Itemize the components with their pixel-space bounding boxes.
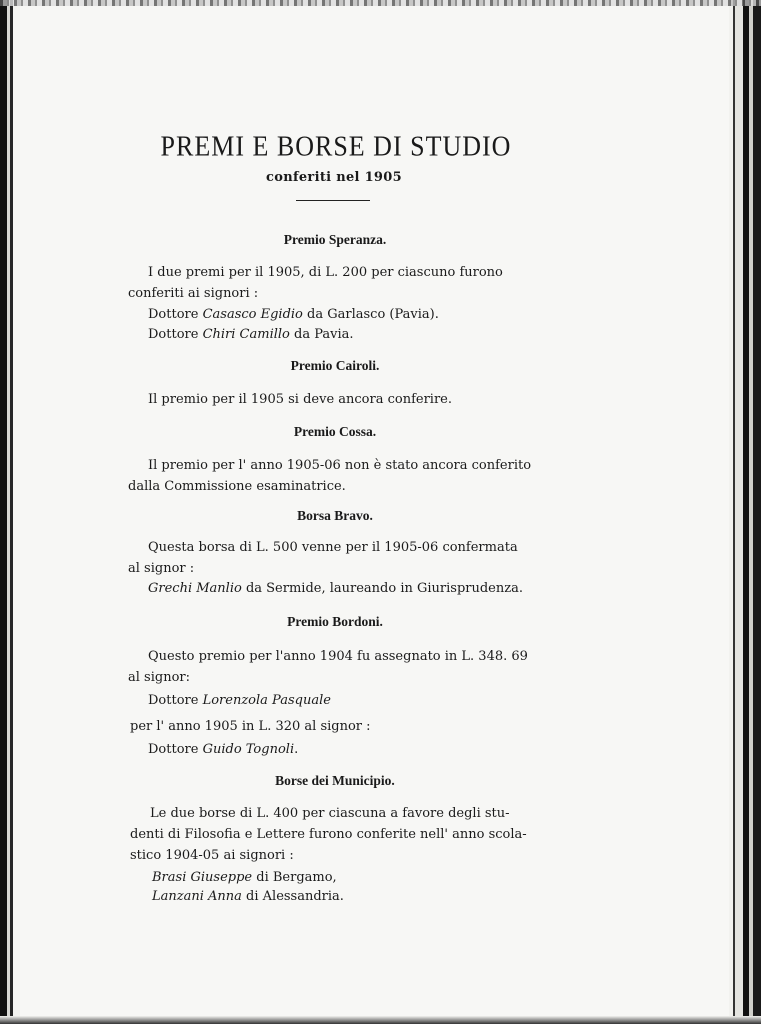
paragraph-line: denti di Filosofia e Lettere furono conferite nell' anno scola- — [130, 827, 527, 842]
page-subtitle: conferiti nel 1905 — [266, 170, 402, 185]
recipient-prefix: Dottore — [148, 307, 203, 322]
recipient-line — [148, 581, 523, 596]
paragraph-line: Il premio per l' anno 1905-06 non è stato ancora conferito — [148, 458, 532, 473]
paragraph-line: Il premio per il 1905 si deve ancora conferire. — [148, 392, 452, 407]
recipient-prefix: Dottore — [148, 742, 203, 757]
paragraph-line: al signor: — [128, 670, 190, 685]
recipient-origin: da Sermide, laureando in Giurisprudenza. — [241, 581, 523, 596]
recipient-name: Guido Tognoli — [202, 742, 295, 757]
recipient-line — [148, 327, 354, 342]
paragraph-line: Le due borse di L. 400 per ciascuna a favore degli stu- — [150, 806, 510, 821]
section-heading-municipio: Borse dei Municipio. — [275, 773, 395, 788]
recipient-name: Casasco Egidio — [202, 307, 303, 322]
page-title: PREMI E BORSE DI STUDIO — [160, 130, 512, 163]
recipient-origin: da Pavia. — [289, 327, 354, 342]
recipient-prefix: Dottore — [148, 327, 203, 342]
paragraph-line: Questo premio per l'anno 1904 fu assegnato in L. 348. 69 — [148, 649, 528, 664]
recipient-line — [152, 889, 344, 904]
paragraph-line: stico 1904-05 ai signori : — [130, 848, 294, 863]
section-heading-cairoli: Premio Cairoli. — [290, 358, 380, 373]
recipient-line — [148, 307, 439, 322]
recipient-prefix: Dottore — [148, 693, 203, 708]
paragraph-line: per l' anno 1905 in L. 320 al signor : — [130, 719, 371, 734]
paragraph-line: conferiti ai signori : — [128, 286, 259, 301]
paragraph-line: al signor : — [128, 561, 195, 576]
recipient-name: Brasi Giuseppe — [152, 870, 253, 885]
recipient-line — [148, 693, 331, 708]
section-heading-bordoni: Premio Bordoni. — [287, 614, 383, 629]
recipient-origin: da Garlasco (Pavia). — [302, 307, 439, 322]
recipient-origin: di Alessandria. — [241, 889, 344, 904]
recipient-name: Lanzani Anna — [152, 889, 242, 904]
paragraph-line: I due premi per il 1905, di L. 200 per ciascuno furono — [148, 265, 503, 280]
recipient-origin: di Bergamo, — [252, 870, 337, 885]
recipient-name: Lorenzola Pasquale — [202, 693, 331, 708]
recipient-line — [152, 870, 337, 885]
section-heading-speranza: Premio Speranza. — [283, 232, 387, 247]
section-heading-bravo: Borsa Bravo. — [297, 508, 373, 523]
recipient-name: Grechi Manlio — [148, 581, 242, 596]
recipient-origin: . — [294, 742, 299, 757]
recipient-name: Chiri Camillo — [202, 327, 290, 342]
paragraph-line: dalla Commissione esaminatrice. — [128, 479, 346, 494]
title-divider — [296, 200, 370, 201]
paragraph-line: Questa borsa di L. 500 venne per il 1905-06 confermata — [148, 540, 518, 555]
section-heading-cossa: Premio Cossa. — [293, 424, 377, 439]
recipient-line — [148, 742, 298, 757]
